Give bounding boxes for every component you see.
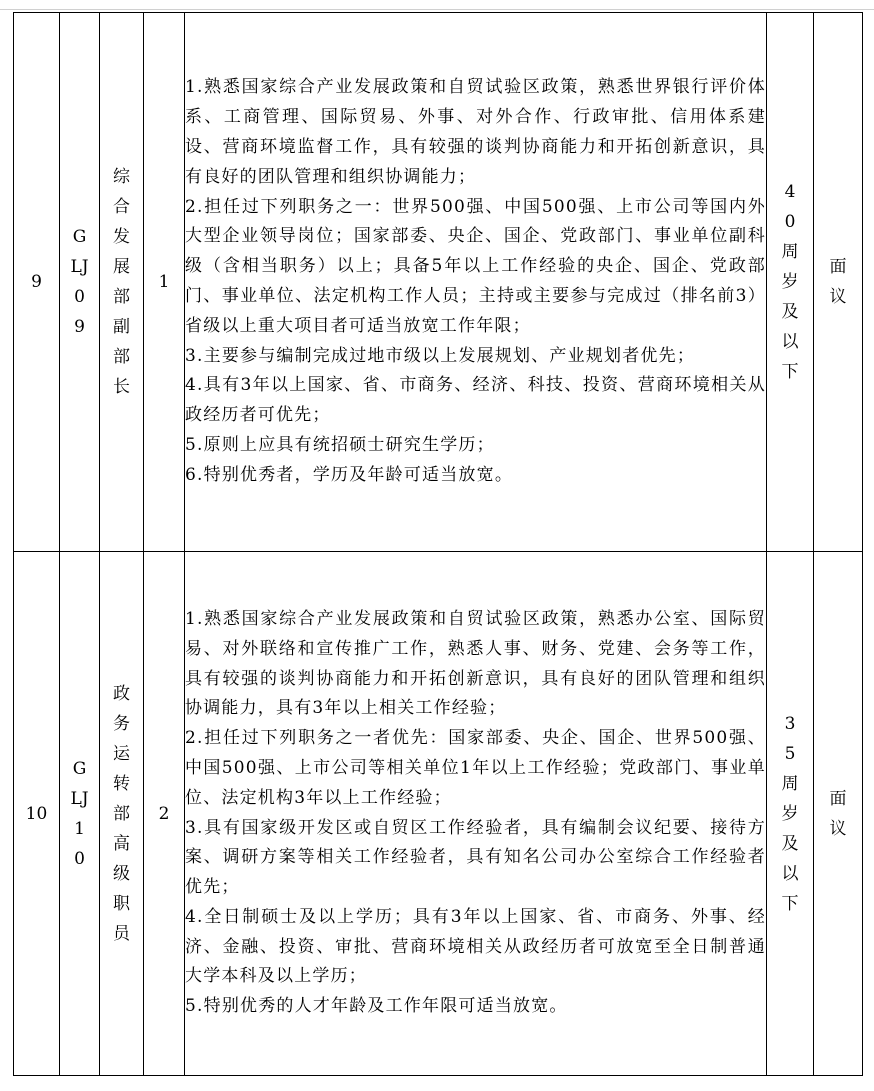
age-limit-cell	[767, 552, 814, 1076]
position-title-cell	[100, 13, 144, 552]
requirement-item: 5.特别优秀的人才年龄及工作年限可适当放宽。	[185, 996, 568, 1017]
requirement-item: 3.具有国家级开发区或自贸区工作经验者，具有编制会议纪要、接待方案、调研方案等相关工作经验者，具有知名公司办公室综合工作经验者优先；	[185, 817, 766, 898]
requirements-cell	[185, 13, 767, 552]
requirement-item: 4.全日制硕士及以上学历；具有3年以上国家、省、市商务、外事、经济、金融、投资、审批、营商环境相关从政经历者可放宽至全日制普通大学本科及以上学历；	[185, 906, 766, 987]
row-index-cell: 10	[14, 552, 60, 1076]
requirements-cell	[185, 552, 767, 1076]
position-title-cell	[100, 552, 144, 1076]
selection-method-cell	[814, 13, 863, 552]
table-row	[14, 13, 863, 552]
age-limit: 40周岁及以下	[781, 182, 799, 382]
position-title: 综合发展部副部长	[113, 167, 130, 397]
selection-method-cell	[814, 552, 863, 1076]
age-limit-cell	[767, 13, 814, 552]
requirement-item: 1.熟悉国家综合产业发展政策和自贸试验区政策，熟悉办公室、国际贸易、对外联络和宣传推广工作，熟悉人事、财务、党建、会务等工作，具有较强的谈判协商能力和开拓创新意识，具有良好的团队管理和组织协调能力，具有3年以上相关工作经验；	[185, 608, 766, 719]
table-row	[14, 552, 863, 1076]
page-top-rule	[0, 0, 874, 10]
requirement-item: 5.原则上应具有统招硕士研究生学历；	[185, 434, 495, 455]
requirement-item: 2.担任过下列职务之一者优先：国家部委、央企、国企、世界500强、中国500强、上市公司等相关单位1年以上工作经验；党政部门、事业单位、法定机构3年以上工作经验；	[185, 728, 766, 808]
position-code: GLJ10	[70, 758, 89, 869]
position-code-cell	[60, 13, 100, 552]
requirement-item: 1.熟悉国家综合产业发展政策和自贸试验区政策，熟悉世界银行评价体系、工商管理、国际贸易、外事、对外合作、行政审批、信用体系建设、营商环境监督工作，具有较强的谈判协商能力和开拓创新意识，具有良好的团队管理和组织协调能力；	[185, 77, 766, 187]
job-requirements-table	[13, 12, 863, 1076]
row-index-cell: 9	[14, 13, 60, 552]
requirement-item: 6.特别优秀者，学历及年龄可适当放宽。	[185, 464, 514, 485]
requirement-item: 3.主要参与编制完成过地市级以上发展规划、产业规划者优先；	[185, 345, 696, 366]
selection-method: 面议	[829, 788, 847, 839]
requirement-item: 4.具有3年以上国家、省、市商务、经济、科技、投资、营商环境相关从政经历者可优先；	[185, 375, 766, 426]
age-limit: 35周岁及以下	[781, 713, 799, 914]
headcount-cell: 1	[144, 13, 185, 552]
position-title: 政务运转部高级职员	[113, 683, 130, 944]
selection-method: 面议	[829, 257, 847, 307]
headcount-cell: 2	[144, 552, 185, 1076]
requirement-item: 2.担任过下列职务之一：世界500强、中国500强、上市公司等国内外大型企业领导岗位；国家部委、央企、国企、党政部门、事业单位副科级（含相当职务）以上；具备5年以上工作经验的央企、国企、党政部门、事业单位、法定机构工作人员；主持或主要参与完成过（排名前3）省级以上重大项目者可适当放宽工作年限；	[185, 196, 766, 336]
position-code-cell	[60, 552, 100, 1076]
position-code: GLJ09	[70, 227, 89, 337]
